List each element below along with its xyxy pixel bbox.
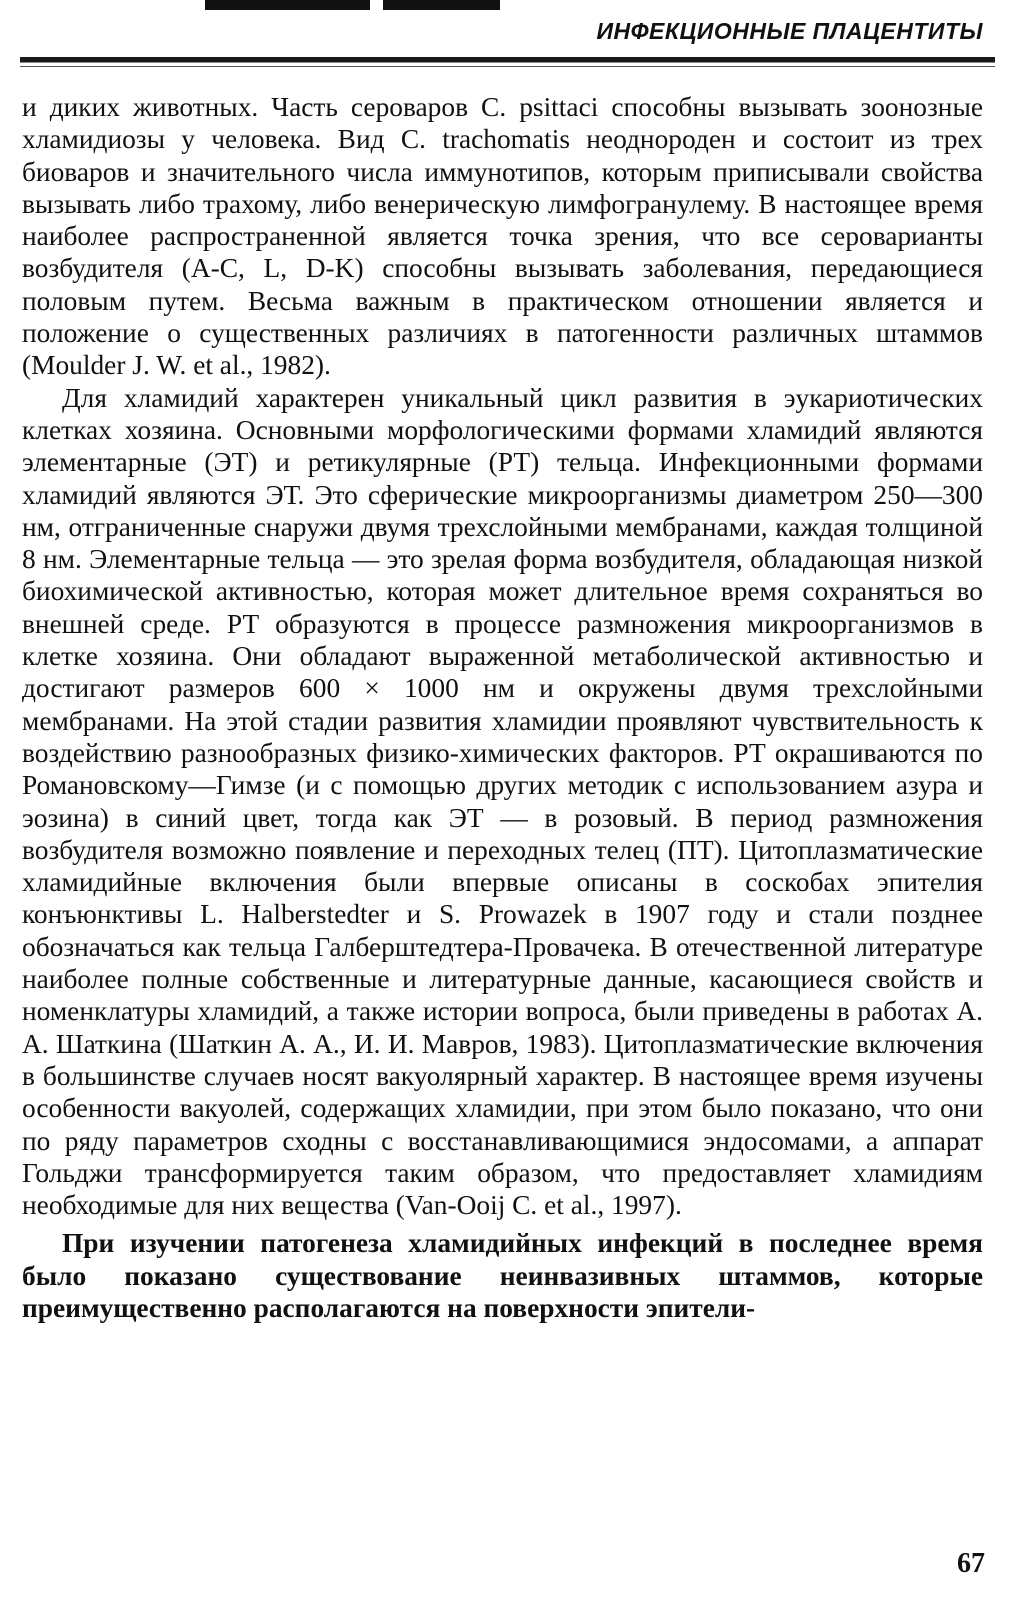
page-number: 67 (957, 1548, 985, 1579)
paragraph-2: Для хламидий характерен уникальный цикл развития в эукариотических клетках хозяина. Основными морфологическими формами хламидий являются элементарные (ЭТ) и ретикулярные (РТ) тельца. Инфекционными формами хламидий являются ЭТ. Это сферические микроорганизмы диаметром 250—300 нм, отграниченные снаружи двумя трехслойными мембранами, каждая толщиной 8 нм. Элементарные тельца — это зрелая форма возбудителя, обладающая низкой биохимической активностью, которая может длительное время сохраняться во внешней среде. РТ образуются в процессе размножения микроорганизмов в клетке хозяина. Они обладают выраженной метаболической активностью и достигают размеров 600 × 1000 нм и окружены двумя трехслойными мембранами. На этой стадии развития хламидии проявляют чувствительность к воздействию разнообразных физико-химических факторов. РТ окрашиваются по Романовскому—Гимзе (и с помощью других методик с использованием азура и эозина) в синий цвет, тогда как ЭТ — в розовый. В период размножения возбудителя возможно появление и переходных телец (ПТ). Цитоплазматические хламидийные включения были впервые описаны в соскобах эпителия конъюнктивы L. Halberstedter и S. Prowazek в 1907 году и стали позднее обозначаться как тельца Галберштедтера-Провачека. В отечественной литературе наиболее полные собственные и литературные данные, касающиеся свойств и номенклатуры хламидий, а также истории вопроса, были приведены в работах А. А. Шаткина (Шаткин А. А., И. И. Мавров, 1983). Цитоплазматические включения в большинстве случаев носят вакуолярный характер. В настоящее время изучены особенности вакуолей, содержащих хламидии, при этом было показано, что они по ряду параметров сходны с восстанавливающимися эндосомами, а аппарат Гольджи трансформируется таким образом, что предоставляет хламидиям необходимые для них вещества (Van-Ooij C. et al., 1997). (22, 382, 983, 1221)
body-text (22, 91, 983, 1324)
header-rule-thin (20, 66, 995, 67)
header-rule (20, 57, 995, 63)
paragraph-1: и диких животных. Часть сероваров C. psittaci способны вызывать зоонозные хламидиозы у человека. Вид C. trachomatis неоднороден и состоит из трех биоваров и значительного числа иммунотипов, которым приписывали свойства вызывать либо трахому, либо венерическую лимфогранулему. В настоящее время наиболее распространенной является точка зрения, что все сероварианты возбудителя (A-C, L, D-K) способны вызывать заболевания, передающиеся половым путем. Весьма важным в практическом отношении является и положение о существенных различиях в патогенности различных штаммов (Moulder J. W. et al., 1982). (22, 92, 983, 381)
paragraph-3: При изучении патогенеза хламидийных инфекций в последнее время было показано существование неинвазивных штаммов, которые преимущественно располагаются на поверхности эпители- (22, 1228, 983, 1323)
top-edge-marks (205, 0, 505, 10)
top-edge-mark (205, 0, 370, 10)
running-title: ИНФЕКЦИОННЫЕ ПЛАЦЕНТИТЫ (596, 18, 983, 44)
top-edge-mark (383, 0, 500, 10)
